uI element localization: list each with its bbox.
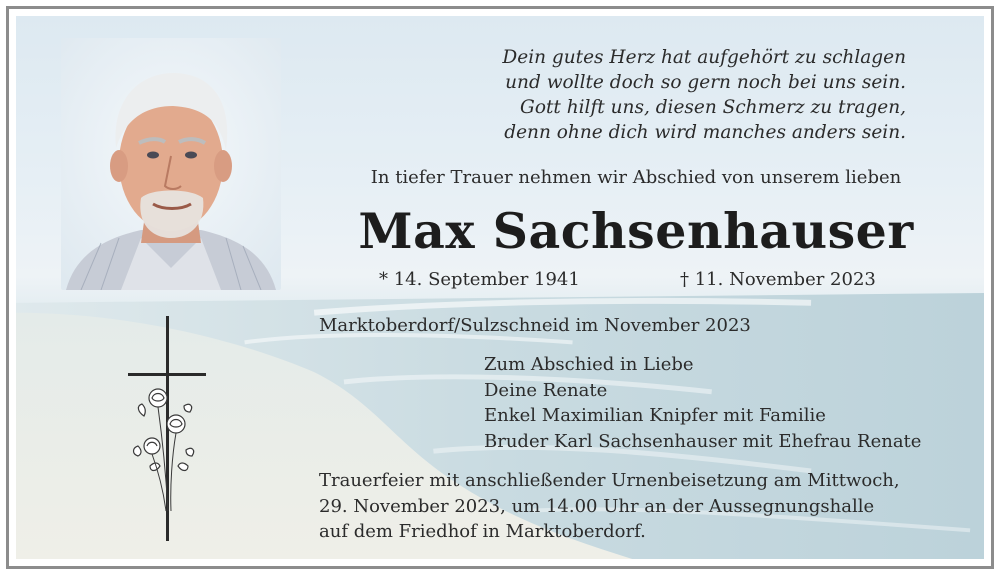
poem-line: Gott hilft uns, diesen Schmerz zu tragen, xyxy=(520,97,906,118)
funeral-service-info xyxy=(319,468,900,545)
mourner-line: Zum Abschied in Liebe xyxy=(484,354,694,375)
cross-with-roses-icon xyxy=(124,316,212,541)
death-date: † 11. November 2023 xyxy=(680,269,876,290)
portrait-photo xyxy=(61,38,281,290)
mourners-list xyxy=(484,352,921,454)
mourner-line: Enkel Maximilian Knipfer mit Familie xyxy=(484,405,826,426)
service-line: Trauerfeier mit anschließender Urnenbeisetzung am Mittwoch, xyxy=(319,470,900,491)
mourner-line: Bruder Karl Sachsenhauser mit Ehefrau Renate xyxy=(484,430,922,452)
obituary-card xyxy=(16,16,984,559)
poem-line: und wollte doch so gern noch bei uns sein. xyxy=(505,72,906,93)
poem xyxy=(316,45,906,145)
service-line: 29. November 2023, um 14.00 Uhr an der Aussegnungshalle xyxy=(319,495,875,517)
deceased-name: Max Sachsenhauser xyxy=(358,202,914,260)
obituary-frame xyxy=(6,6,994,569)
intro-text: In tiefer Trauer nehmen wir Abschied von unserem lieben xyxy=(370,167,902,188)
poem-line: Dein gutes Herz hat aufgehört zu schlagen xyxy=(502,47,906,68)
poem-line: denn ohne dich wird manches anders sein. xyxy=(504,122,906,143)
birth-date: * 14. September 1941 xyxy=(379,269,580,290)
service-line: auf dem Friedhof in Marktoberdorf. xyxy=(319,521,646,542)
mourner-line: Deine Renate xyxy=(484,379,608,401)
place-date: Marktoberdorf/Sulzschneid im November 2023 xyxy=(319,315,751,336)
